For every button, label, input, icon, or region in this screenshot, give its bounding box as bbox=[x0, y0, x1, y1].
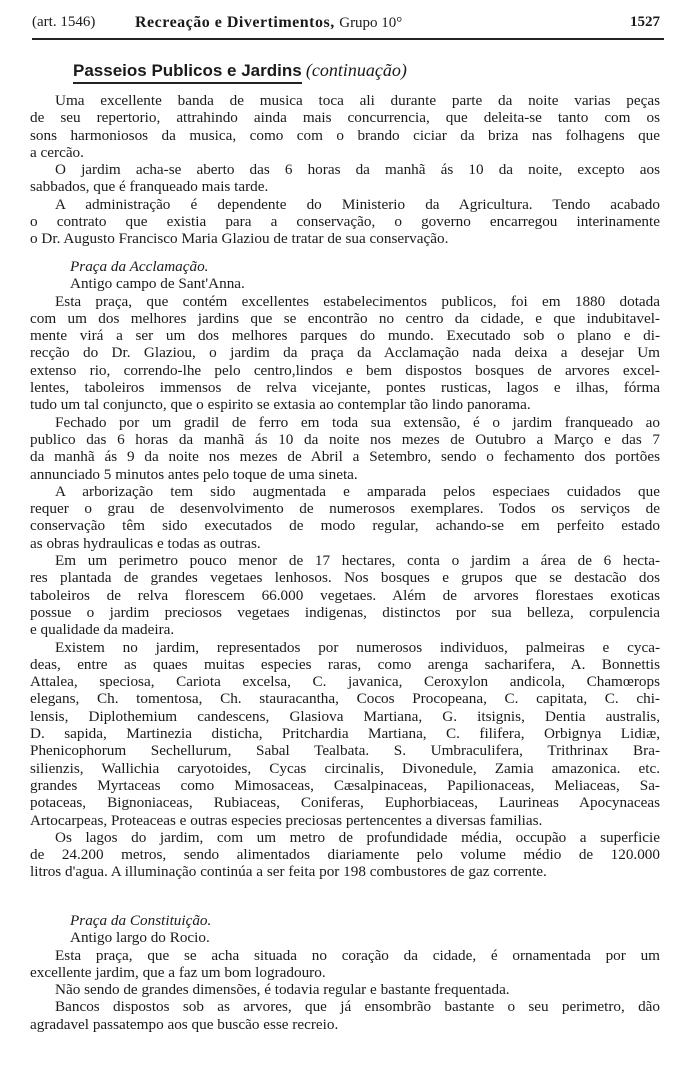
subsection-heading bbox=[30, 912, 660, 929]
text-line: a cercão. bbox=[30, 143, 84, 161]
text-line: taboleiros de relva florescem 66.000 vegetaes. Além de arvores florestaes exoticas bbox=[30, 586, 660, 604]
group-label: Grupo 10° bbox=[339, 15, 403, 31]
text-line: elegans, Ch. tomentosa, Ch. stauracantha, Cocos Procopeana, C. capitata, C. chi- bbox=[30, 690, 660, 708]
subsection-heading-text: Praça da Constituição. bbox=[70, 912, 212, 929]
text-line: Uma excellente banda de musica toca ali durante parte da noite varias peças bbox=[55, 92, 660, 109]
section-title-continuation: (continuação) bbox=[305, 60, 407, 80]
text-line: possue o jardim preciosos vegetaes indigenas, distinctos por sua belleza, corpulencia bbox=[30, 603, 660, 621]
subsection-heading-text: Praça da Acclamação. bbox=[70, 258, 209, 275]
subsection-subheading-text: Antigo largo do Rocio. bbox=[70, 929, 210, 947]
page-number: 1527 bbox=[630, 14, 660, 30]
running-header bbox=[32, 14, 660, 36]
acclamacao-section bbox=[30, 258, 660, 881]
text-line: Em um perimetro pouco menor de 17 hectares, conta o jardim a área de 6 hecta- bbox=[55, 552, 660, 570]
text-line: Esta praça, que se acha situada no coração da cidade, é ornamentada por um bbox=[55, 946, 660, 964]
intro-section bbox=[30, 92, 660, 248]
text-line: sons harmoniosos da musica, como com o brando ciciar da briza nas folhagens que bbox=[30, 126, 660, 144]
text-line: Attalea, speciosa, Cariota excelsa, C. javanica, Ceroxylon andicola, Chamœrops bbox=[30, 673, 660, 691]
text-line: publico das 6 horas da manhã ás 10 da noite nos mezes de Outubro a Março e das 7 bbox=[30, 430, 660, 448]
text-line: e qualidade da madeira. bbox=[30, 621, 175, 639]
subsection-subheading bbox=[30, 275, 660, 292]
article-number: (art. 1546) bbox=[32, 14, 96, 30]
subsection-subheading-text: Antigo campo de Sant'Anna. bbox=[70, 275, 245, 293]
text-line: mente virá a ser um dos melhores parques do mundo. Executado sob o plano e di- bbox=[30, 327, 660, 345]
text-line: lensis, Diplothemium candescens, Glasiova Martiana, G. itsignis, Dentia australis, bbox=[30, 707, 660, 725]
text-line: o Dr. Augusto Francisco Maria Glaziou de tratar de sua conservação. bbox=[30, 230, 449, 248]
text-line: extenso rio, correndo-lhe pelo centro,lindos e bem dispostos bosques de arvores excel- bbox=[30, 361, 660, 379]
running-title-text: Recreação e Divertimentos, bbox=[135, 14, 335, 31]
text-line: litros d'agua. A illuminação continúa a ser feita por 198 combustores de gaz corrente. bbox=[30, 863, 547, 881]
text-line: A arborização tem sido augmentada e amparada pelos especiaes cuidados que bbox=[55, 482, 660, 500]
text-line: res plantada de grandes vegetaes lenhosos. Nos bosques e grupos que se destacão dos bbox=[30, 569, 660, 587]
text-line: Existem no jardim, representados por numerosos individuos, palmeiras e cyca- bbox=[55, 638, 660, 656]
text-line: Não sendo de grandes dimensões, é todavia regular e bastante frequentada. bbox=[55, 981, 510, 999]
text-line: Esta praça, que contém excellentes estabelecimentos publicos, foi em 1880 dotada bbox=[55, 292, 660, 310]
text-line: as obras hydraulicas e todas as outras. bbox=[30, 534, 261, 552]
text-line: recção do Dr. Glaziou, o jardim da praça da Acclamação nada deixa a desejar Um bbox=[30, 344, 660, 362]
text-line: potaceas, Bignoniaceas, Rubiaceas, Coniferas, Euphorbiaceas, Laurineas Apocynaceas bbox=[30, 794, 660, 812]
text-line: O jardim acha-se aberto das 6 horas da manhã ás 10 da noite, excepto aos bbox=[55, 161, 660, 179]
running-title bbox=[135, 14, 402, 32]
text-line: de 24.200 metros, sendo alimentados diariamente pelo volume médio de 120.000 bbox=[30, 846, 660, 864]
text-line: tudo um tal conjuncto, que o espirito se extasia ao contemplar tão lindo panorama. bbox=[30, 396, 531, 414]
text-line: com um dos melhores jardins que se encontrão no centro da cidade, e que indubitavel- bbox=[30, 309, 660, 327]
subsection-heading bbox=[30, 258, 660, 275]
section-title bbox=[73, 60, 407, 81]
text-line: lentes, taboleiros immensos de relva vicejante, pontes rusticas, lagos e ilhas, fórma bbox=[30, 379, 660, 397]
text-line: grandes Myrtaceas como Mimosaceas, Cæsalpinaceas, Papilionaceas, Meliaceas, Sa- bbox=[30, 776, 660, 794]
text-line: de seu repertorio, attrahindo ainda mais concurrencia, que deleita-se tanto com os bbox=[30, 109, 660, 127]
constituicao-section bbox=[30, 912, 660, 1033]
text-line: o contrato que existia para a conservação, o governo encarregou interinamente bbox=[30, 213, 660, 231]
text-line: silienzis, Wallichia caryotoides, Cycas circinalis, Divonedule, Zamia amazonica. etc. bbox=[30, 759, 660, 777]
text-line: annunciado 5 minutos antes pelo toque de uma sineta. bbox=[30, 465, 358, 483]
text-line: agradavel passatempo aos que buscão esse recreio. bbox=[30, 1015, 339, 1033]
subsection-subheading bbox=[30, 929, 660, 946]
text-line: Os lagos do jardim, com um metro de profundidade média, occupão a superficie bbox=[55, 828, 660, 846]
text-line: requer o grau de desenvolvimento de numerosos exemplares. Todos os serviços de bbox=[30, 500, 660, 518]
text-line: Artocarpeas, Proteaceas e outras especies preciosas pertencentes a diversas familias. bbox=[30, 811, 543, 829]
text-line: conservação têm sido executados de modo regular, achando-se em perfeito estado bbox=[30, 517, 660, 535]
text-line: D. sapida, Martinezia disticha, Pritchardia Martiana, C. filifera, Orbignya Lidiæ, bbox=[30, 725, 660, 743]
text-line: A administração é dependente do Ministerio da Agricultura. Tendo acabado bbox=[55, 195, 660, 213]
text-line: deas, entre as quaes muitas especies raras, como arenga sacharifera, A. Bonnettis bbox=[30, 655, 660, 673]
text-line: Phenicophorum Sechellurum, Sabal Tealbata. S. Umbraculifera, Trithrinax Bra- bbox=[30, 742, 660, 760]
text-line: Bancos dispostos sob as arvores, que já ensombrão bastante o seu perimetro, dão bbox=[55, 998, 660, 1016]
section-title-main: Passeios Publicos e Jardins bbox=[73, 61, 302, 84]
text-line: da manhã ás 9 da noite nos mezes de Abril a Setembro, sendo o fechamento dos portões bbox=[30, 448, 660, 466]
text-line: Fechado por um gradil de ferro em toda sua extensão, é o jardim franqueado ao bbox=[55, 413, 660, 431]
header-rule bbox=[32, 38, 664, 40]
text-line: excellente jardim, que a faz um bom logradouro. bbox=[30, 963, 326, 981]
text-line: sabbados, que é franqueado mais tarde. bbox=[30, 178, 269, 196]
